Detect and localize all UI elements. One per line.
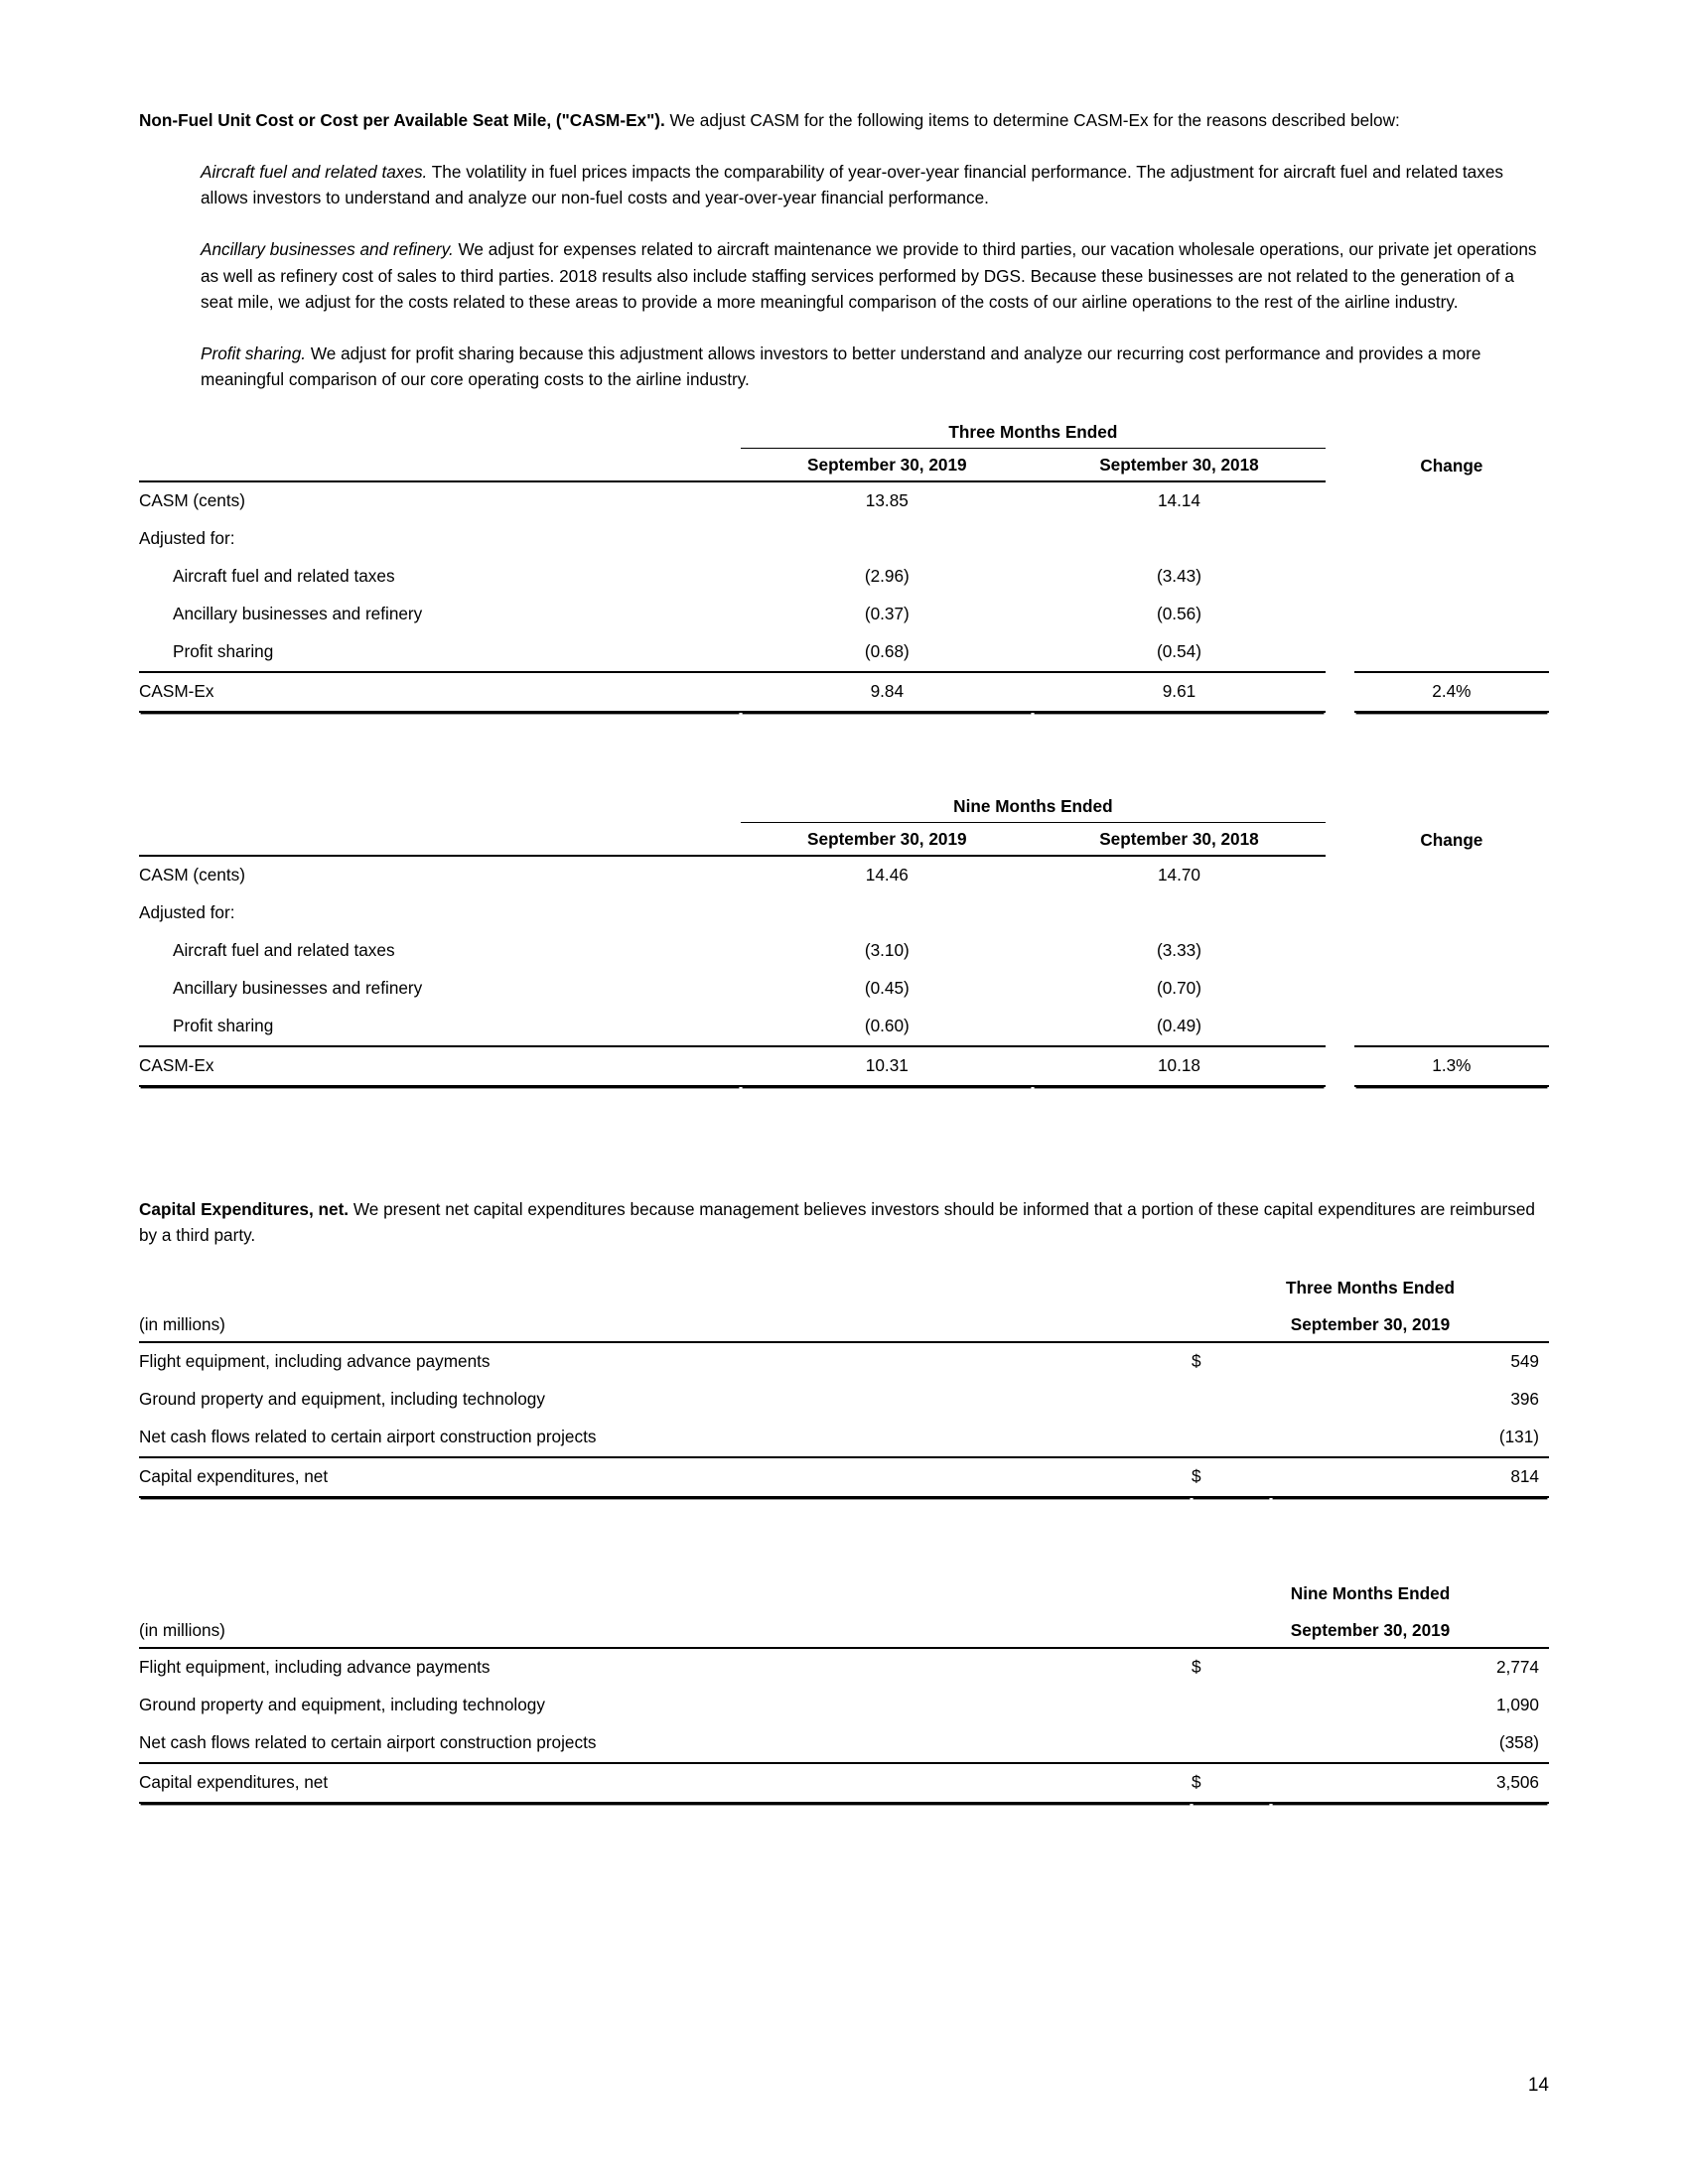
table-total-row [139,672,1549,712]
row-label: Aircraft fuel and related taxes [173,940,395,961]
casm-nine-months-table [139,796,1549,1087]
total-label: CASM-Ex [139,1046,741,1086]
definition-profit-sharing [201,341,1549,392]
total-value-2019: 10.31 [741,1046,1033,1086]
capex-heading: Capital Expenditures, net. [139,1199,350,1220]
row-value-change [1354,520,1549,558]
casm-nine-months-col-change: Change [1420,830,1483,851]
casm-three-months-col-2019: September 30, 2019 [741,449,1033,482]
definition-body-ancillary-businesses: We adjust for expenses related to aircraft maintenance we provide to third parties, our vacation wholesale operations, our private jet operations as well as refinery cost of sales to third parties. 2018 results also include staffing services performed by DGS. Because these businesses are not related to the generation of a seat mile, we adjust for the costs related to these areas to provide a more meaningful comparison of the costs of our airline operations to the rest of the airline industry. [201,239,1537,312]
row-value-2019: 14.46 [865,865,909,886]
capex-nine-months-thead [139,1583,1549,1648]
table-row [139,1419,1549,1457]
casm-nine-months-col-2018: September 30, 2018 [1033,823,1325,857]
total-value: 3,506 [1271,1763,1549,1803]
casm-three-months-thead [139,422,1549,481]
row-gap [1326,1008,1354,1046]
capex-nine-months-units-label: (in millions) [139,1610,1192,1648]
table-row [139,558,1549,596]
row-value: (358) [1271,1724,1549,1763]
header-spacer-change [1354,422,1549,449]
definition-term-aircraft-fuel: Aircraft fuel and related taxes. [201,162,428,183]
casm-nine-months-group-header: Nine Months Ended [741,796,1325,823]
header-gap-cell [1326,449,1354,482]
row-value-2019: (3.10) [864,940,910,961]
total-label: CASM-Ex [139,672,741,712]
casm-nine-months-table-wrapper [139,796,1549,1087]
row-currency-symbol [1192,1419,1271,1457]
row-value-change [1354,970,1549,1008]
casm-ex-intro-body: We adjust CASM for the following items to determine CASM-Ex for the reasons described below: [664,110,1400,130]
total-currency-symbol: $ [1192,1457,1271,1497]
table-row [139,970,1549,1008]
table-total-row [139,1457,1549,1497]
row-value-change [1354,932,1549,970]
table-row [139,633,1549,672]
row-value-change [1354,633,1549,672]
row-value-2018: (0.54) [1033,633,1325,672]
capex-three-months-tbody [139,1342,1549,1497]
casm-three-months-col-change: Change [1420,456,1483,477]
total-value-2018: 9.61 [1033,672,1325,712]
header-spacer [139,422,741,449]
table-row [139,596,1549,633]
row-label: Flight equipment, including advance payments [139,1351,491,1372]
row-gap [1326,970,1354,1008]
table-header-group-row [139,1278,1549,1304]
row-value-change [1354,558,1549,596]
table-header-group-row [139,422,1549,449]
row-currency-symbol: $ [1192,1351,1201,1372]
row-value: 1,090 [1495,1695,1539,1715]
header-gap-cell [1326,823,1354,857]
table-header-period-row [139,1610,1549,1648]
row-label: Ground property and equipment, including technology [139,1695,545,1715]
casm-three-months-table-wrapper [139,422,1549,713]
casm-ex-heading: Non-Fuel Unit Cost or Cost per Available Seat Mile, ("CASM-Ex"). [139,110,665,130]
capex-nine-months-group-header: Nine Months Ended [1290,1583,1451,1604]
row-value-2018 [1033,894,1325,932]
header-spacer-gap [1326,422,1354,449]
table-row [139,894,1549,932]
row-label: Adjusted for: [139,902,235,923]
total-label: Capital expenditures, net [139,1763,1192,1803]
table-row [139,1687,1549,1724]
table-header-col-row [139,823,1549,857]
row-value-change [1354,596,1549,633]
definition-term-ancillary-businesses: Ancillary businesses and refinery. [201,239,454,260]
row-value-2018: (0.56) [1157,604,1201,624]
casm-three-months-col-2018: September 30, 2018 [1033,449,1325,482]
table-row [139,856,1549,894]
row-value-2018: (3.43) [1157,566,1201,587]
table-header-group-row [139,1583,1549,1610]
capex-nine-months-table-wrapper [139,1583,1549,1804]
row-value-2018: 14.70 [1157,865,1200,886]
row-gap [1326,481,1354,520]
table-row [139,481,1549,520]
row-label: Net cash flows related to certain airport construction projects [139,1724,1192,1763]
row-gap [1326,856,1354,894]
capex-three-months-table-wrapper [139,1278,1549,1498]
row-label: Flight equipment, including advance payments [139,1657,491,1678]
row-label: Profit sharing [139,1008,741,1046]
row-value-change [1354,856,1549,894]
casm-three-months-tbody [139,481,1549,712]
table-total-row [139,1046,1549,1086]
row-label: CASM (cents) [139,490,245,511]
row-label: Profit sharing [139,633,741,672]
row-gap [1326,596,1354,633]
row-gap [1326,894,1354,932]
capex-three-months-thead [139,1278,1549,1342]
row-gap [1326,558,1354,596]
definition-body-aircraft-fuel: The volatility in fuel prices impacts the comparability of year-over-year financial performance. The adjustment for aircraft fuel and related taxes allows investors to understand and analyze our non-fuel costs and year-over-year financial performance. [201,162,1503,208]
row-value-2018 [1033,520,1325,558]
table-row [139,1724,1549,1763]
page-number: 14 [1527,2075,1549,2096]
table-total-row [139,1763,1549,1803]
casm-three-months-table [139,422,1549,713]
capex-nine-months-table [139,1583,1549,1804]
row-value: 396 [1510,1389,1539,1410]
capex-intro-body: We present net capital expenditures because management believes investors should be informed that a portion of these capital expenditures are reimbursed by a third party. [139,1199,1535,1246]
header-spacer-change [1354,796,1549,823]
table-spacer [139,1498,1549,1554]
capex-nine-months-tbody [139,1648,1549,1803]
capex-intro-paragraph [139,1196,1549,1248]
row-value-2018: (0.70) [1157,978,1201,999]
table-row [139,1008,1549,1046]
row-value-change [1354,481,1549,520]
table-row [139,1381,1549,1419]
header-label-col [139,449,741,482]
row-currency-symbol [1192,1687,1271,1724]
row-value-2019: (0.37) [864,604,910,624]
row-value-2019 [741,520,1033,558]
total-value-change: 1.3% [1354,1046,1549,1086]
capex-nine-months-period: September 30, 2019 [1192,1610,1549,1648]
table-header-period-row [139,1304,1549,1342]
row-currency-symbol [1192,1724,1271,1763]
page-content [139,107,1549,1804]
row-value-2019: 13.85 [865,490,909,511]
row-gap [1326,520,1354,558]
casm-nine-months-thead [139,796,1549,856]
row-label: Adjusted for: [139,528,235,549]
row-gap [1326,633,1354,672]
definition-body-profit-sharing: We adjust for profit sharing because this adjustment allows investors to better understand and analyze our recurring cost performance and provides a more meaningful comparison of our core operating costs to the airline industry. [201,342,1481,389]
row-currency-symbol [1192,1381,1271,1419]
capex-three-months-group-header: Three Months Ended [1286,1278,1455,1298]
row-value: 549 [1510,1351,1539,1372]
table-header-group-row [139,796,1549,823]
casm-nine-months-col-2019: September 30, 2019 [741,823,1033,857]
row-currency-symbol: $ [1192,1657,1201,1678]
total-value-2019: 9.84 [741,672,1033,712]
row-value-change [1354,1008,1549,1046]
table-row [139,1648,1549,1687]
row-label: CASM (cents) [139,865,245,886]
header-spacer [139,1278,1192,1304]
total-gap [1326,1046,1354,1086]
row-value-2019: (2.96) [864,566,910,587]
row-value: (131) [1271,1419,1549,1457]
casm-nine-months-tbody [139,856,1549,1086]
row-label: Ancillary businesses and refinery [173,978,423,999]
row-value-2018: 14.14 [1157,490,1200,511]
header-spacer [139,796,741,823]
row-label: Net cash flows related to certain airport construction projects [139,1419,1192,1457]
row-value-2018: (0.49) [1033,1008,1325,1046]
capex-three-months-period: September 30, 2019 [1192,1304,1549,1342]
casm-three-months-group-header: Three Months Ended [741,422,1325,449]
total-value-2018: 10.18 [1033,1046,1325,1086]
definition-aircraft-fuel [201,159,1549,210]
casm-ex-intro-paragraph [139,107,1549,133]
row-label: Aircraft fuel and related taxes [173,566,395,587]
row-value-2018: (3.33) [1157,940,1201,961]
row-value-2019: (0.45) [864,978,910,999]
total-value: 814 [1271,1457,1549,1497]
table-row [139,932,1549,970]
row-label: Ground property and equipment, including technology [139,1389,545,1410]
table-row [139,1342,1549,1381]
definition-ancillary-businesses [201,236,1549,314]
total-currency-symbol: $ [1192,1763,1271,1803]
row-value: 2,774 [1495,1657,1539,1678]
total-label: Capital expenditures, net [139,1457,1192,1497]
row-value-2019: (0.68) [741,633,1033,672]
row-label: Ancillary businesses and refinery [173,604,423,624]
row-gap [1326,932,1354,970]
total-value-change: 2.4% [1354,672,1549,712]
definition-term-profit-sharing: Profit sharing. [201,342,307,363]
table-row [139,520,1549,558]
section-spacer [139,1087,1549,1196]
capex-three-months-table [139,1278,1549,1498]
row-value-2019 [741,894,1033,932]
row-value-change [1354,894,1549,932]
header-label-col [139,823,741,857]
table-header-col-row [139,449,1549,482]
row-value-2019: (0.60) [741,1008,1033,1046]
header-spacer-gap [1326,796,1354,823]
header-spacer [139,1583,1192,1610]
total-gap [1326,672,1354,712]
table-spacer [139,713,1549,766]
capex-three-months-units-label: (in millions) [139,1304,1192,1342]
